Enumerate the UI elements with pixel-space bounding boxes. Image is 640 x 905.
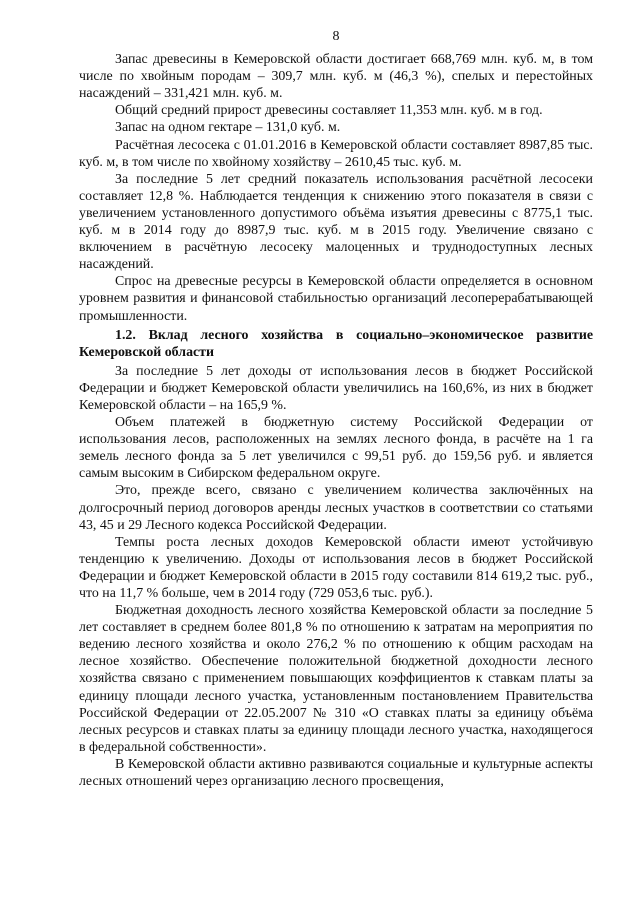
- paragraph-stock-per-hectare: Запас на одном гектаре – 131,0 куб. м.: [115, 120, 341, 136]
- paragraph-annual-growth: Общий средний прирост древесины составляет 11,353 млн. куб. м в год.: [115, 103, 543, 119]
- paragraph-payments-per-hectare: Объем платежей в бюджетную систему Российской Федерации от использования лесов, расположенных на землях лесного фонда, в расчёте на 1 га земель лесного фонда за 5 лет увеличился с 99,51 руб. до 159,56 руб. и является самым высоким в Сибирском федеральном округе.: [79, 415, 593, 482]
- paragraph-demand: Спрос на древесные ресурсы в Кемеровской области определяется в основном уровнем развития и финансовой стабильностью организаций лесоперерабатывающей промышленности.: [79, 274, 593, 324]
- section-heading: 1.2. Вклад лесного хозяйства в социально–экономическое развитие Кемеровской области: [79, 327, 593, 360]
- page-number: 8: [332, 29, 340, 44]
- paragraph-cut-usage: За последние 5 лет средний показатель использования расчётной лесосеки составляет 12,8 %. Наблюдается тенденция к снижению этого показателя в связи с увеличением установленного допустимого объёма изъятия древесины с 8775,1 тыс. куб. м в 2014 году до 8987,9 тыс. куб. м в 2015 году. Увеличение связано с включением в расчётную лесосеку малоценных и труднодоступных лесных насаждений.: [79, 171, 593, 273]
- paragraph-lease-agreements: Это, прежде всего, связано с увеличением количества заключённых на долгосрочный период договоров аренды лесных участков в соответствии со статьями 43, 45 и 29 Лесного кодекса Российской Федерации.: [79, 483, 593, 533]
- paragraph-budget-profitability: Бюджетная доходность лесного хозяйства Кемеровской области за последние 5 лет составляет в среднем более 801,8 % по отношению к затратам на мероприятия по ведению лесного хозяйства и около 276,2 % по отношению к общим расходам на лесное хозяйство. Обеспечение положительной бюджетной доходности лесного хозяйства связано с применением повышающих коэффициентов к ставкам платы за единицу площади лесного участка, установленным постановлением Правительства Российской Федерации от 22.05.2007 № 310 «О ставках платы за единицу объёма лесных ресурсов и ставках платы за единицу площади лесного участка, находящегося в федеральной собственности».: [79, 603, 593, 755]
- paragraph-timber-stock: Запас древесины в Кемеровской области достигает 668,769 млн. куб. м, в том числе по хвойным породам – 309,7 млн. куб. м (46,3 %), спелых и перестойных насаждений – 331,421 млн. куб. м.: [79, 52, 593, 102]
- paragraph-allowable-cut: Расчётная лесосека с 01.01.2016 в Кемеровской области составляет 8987,85 тыс. куб. м, в том числе по хвойному хозяйству – 2610,45 тыс. куб. м.: [79, 137, 593, 170]
- paragraph-income-trend: Темпы роста лесных доходов Кемеровской области имеют устойчивую тенденцию к увеличению. Доходы от использования лесов в бюджет Российской Федерации и бюджет Кемеровской области в 2015 году составили 814 619,2 тыс. руб., что на 11,7 % больше, чем в 2014 году (729 053,6 тыс. руб.).: [79, 534, 593, 601]
- document-page: [79, 28, 593, 790]
- paragraph-income-growth: За последние 5 лет доходы от использования лесов в бюджет Российской Федерации и бюджет Кемеровской области увеличились на 160,6%, из них в бюджет Кемеровской области – на 165,9 %.: [79, 363, 593, 413]
- paragraph-social-aspects: В Кемеровской области активно развиваются социальные и культурные аспекты лесных отношений через организацию лесного просвещения,: [79, 756, 593, 790]
